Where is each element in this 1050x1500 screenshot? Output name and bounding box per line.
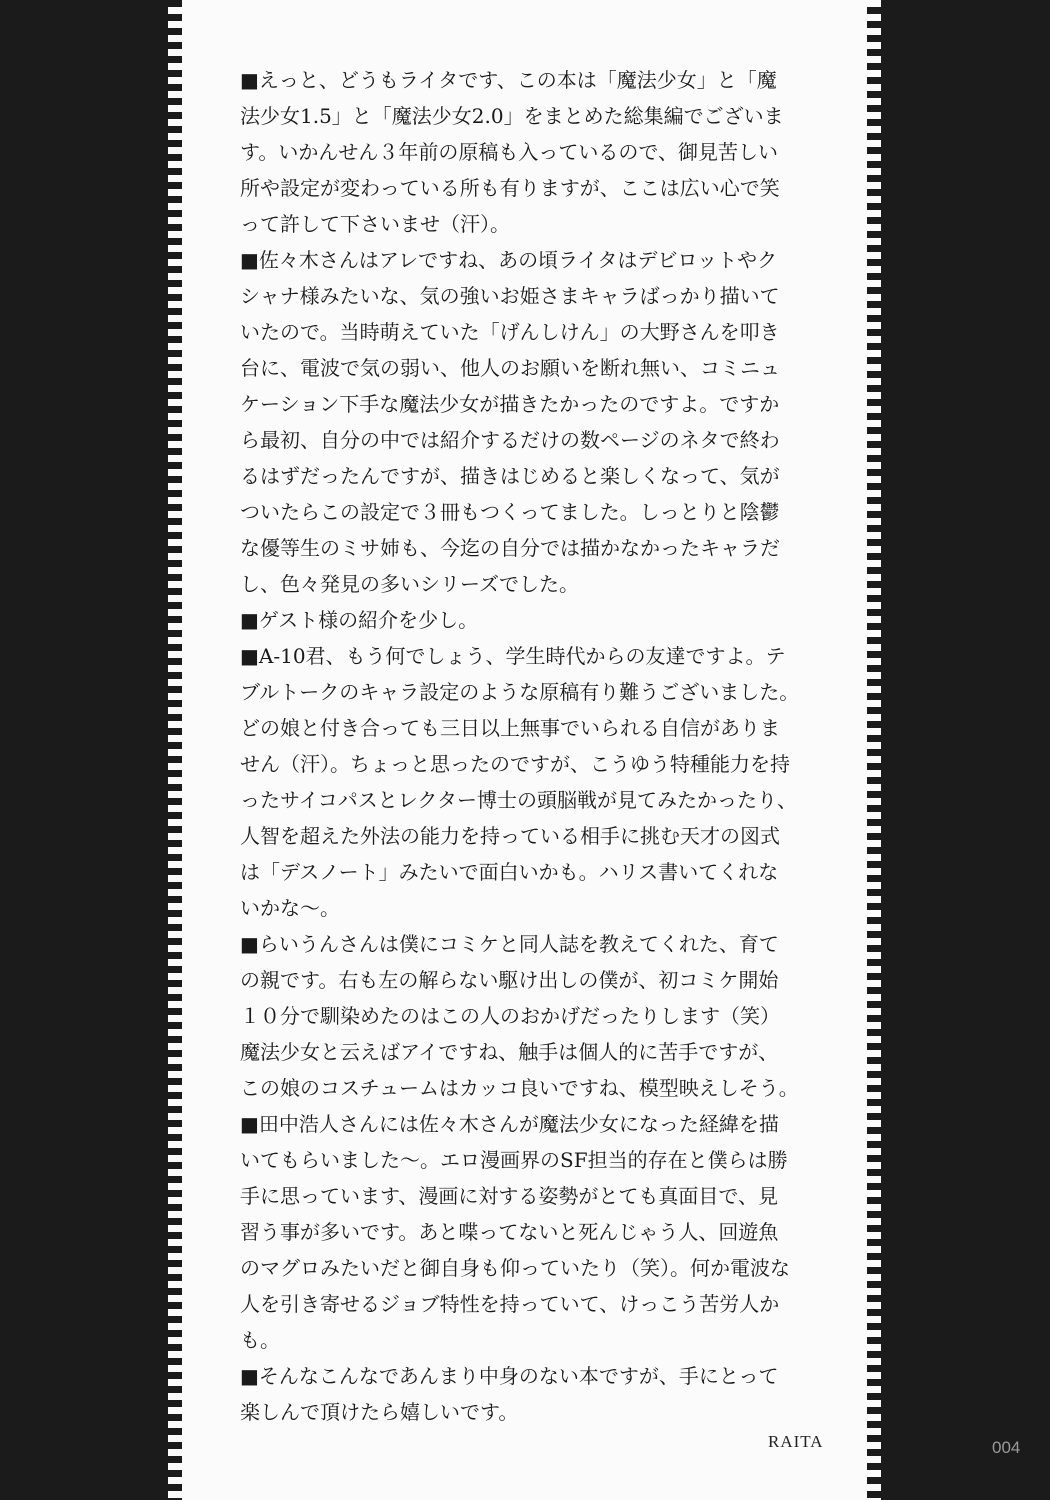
text-line: いてもらいました～。エロ漫画界のSF担当的存在と僕らは勝	[240, 1148, 788, 1172]
text-line: 楽しんで頂けたら嬉しいです。	[240, 1400, 519, 1424]
text-line: 所や設定が変わっている所も有りますが、ここは広い心で笑	[240, 176, 780, 200]
text-line: ■ゲスト様の紹介を少し。	[240, 608, 479, 632]
text-line: ■らいうんさんは僕にコミケと同人誌を教えてくれた、育て	[240, 932, 779, 956]
author-signature: RAITA	[768, 1432, 824, 1451]
text-line: せん（汗）。ちょっと思ったのですが、こうゆう特種能力を持	[240, 752, 790, 776]
text-line: ケーション下手な魔法少女が描きたかったのですよ。ですか	[240, 392, 780, 416]
text-line: いたので。当時萌えていた「げんしけん」の大野さんを叩き	[240, 320, 780, 344]
text-line: って許して下さいませ（汗）。	[240, 212, 510, 236]
text-line: 人智を超えた外法の能力を持っている相手に挑む天才の図式	[240, 824, 780, 848]
text-line: 手に思っています、漫画に対する姿勢がとても真面目で、見	[240, 1184, 778, 1208]
text-line: ブルトークのキャラ設定のような原稿有り難うございました。	[240, 680, 800, 704]
text-line: ら最初、自分の中では紹介するだけの数ページのネタで終わ	[240, 428, 780, 452]
text-line: シャナ様みたいな、気の強いお姫さまキャラばっかり描いて	[240, 284, 780, 308]
text-line: ■佐々木さんはアレですね、あの頃ライタはデビロットやク	[240, 248, 778, 272]
right-dark-band	[881, 0, 1050, 1500]
text-line: す。いかんせん３年前の原稿も入っているので、御見苦しい	[240, 140, 778, 164]
text-line: ついたらこの設定で３冊もつくってました。しっとりと陰鬱	[240, 500, 780, 524]
text-line: ■えっと、どうもライタです、この本は「魔法少女」と「魔	[240, 68, 777, 92]
text-line: な優等生のミサ姉も、今迄の自分では描かなかったキャラだ	[240, 536, 780, 560]
text-line: も。	[240, 1328, 280, 1352]
text-line: ったサイコパスとレクター博士の頭脳戦が見てみたかったり、	[240, 788, 797, 812]
text-line: どの娘と付き合っても三日以上無事でいられる自信がありま	[240, 716, 780, 740]
left-checker-border	[168, 0, 182, 1500]
text-line: し、色々発見の多いシリーズでした。	[240, 572, 579, 596]
text-line: るはずだったんですが、描きはじめると楽しくなって、気が	[240, 464, 780, 488]
text-line: のマグロみたいだと御自身も仰っていたり（笑）。何か電波な	[240, 1256, 790, 1280]
text-line: 人を引き寄せるジョブ特性を持っていて、けっこう苦労人か	[240, 1292, 780, 1316]
text-line: 台に、電波で気の弱い、他人のお願いを断れ無い、コミニュ	[240, 356, 780, 380]
text-line: 法少女1.5」と「魔法少女2.0」をまとめた総集編でございま	[240, 104, 784, 128]
text-line: は「デスノート」みたいで面白いかも。ハリス書いてくれな	[240, 860, 779, 884]
text-line: ■田中浩人さんには佐々木さんが魔法少女になった経緯を描	[240, 1112, 779, 1136]
text-line: 魔法少女と云えばアイですね、触手は個人的に苦手ですが、	[240, 1040, 779, 1064]
text-line: １０分で馴染めたのはこの人のおかげだったりします（笑）	[240, 1004, 780, 1028]
right-checker-border	[867, 0, 881, 1500]
text-line: ■そんなこんなであんまり中身のない本ですが、手にとって	[240, 1364, 779, 1388]
text-line: この娘のコスチュームはカッコ良いですね、模型映えしそう。	[240, 1076, 799, 1100]
text-line: の親です。右も左の解らない駆け出しの僕が、初コミケ開始	[240, 968, 779, 992]
text-line: 習う事が多いです。あと喋ってないと死んじゃう人、回遊魚	[240, 1220, 779, 1244]
afterword-text	[240, 62, 830, 1430]
text-line: ■A-10君、もう何でしょう、学生時代からの友達ですよ。テ	[240, 644, 786, 668]
text-line: いかな～。	[240, 896, 340, 920]
left-dark-band	[0, 0, 168, 1500]
page-number: 004	[992, 1438, 1021, 1457]
